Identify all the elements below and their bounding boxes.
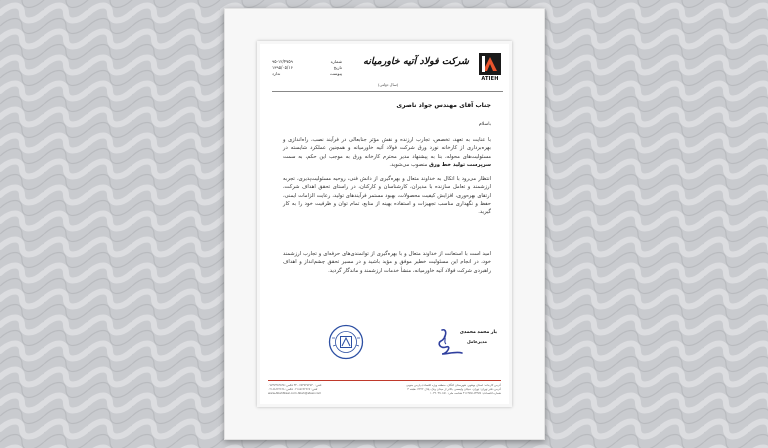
position-title: سرپرست تولید خط ورق	[429, 161, 491, 168]
signatory-title: مدیرعامل	[467, 339, 487, 344]
meta-attachment-row	[272, 71, 342, 77]
date-value: ۱۳۹۵/۰۵/۱۶	[272, 65, 293, 70]
letter-meta-block	[272, 59, 342, 77]
letter-document	[260, 44, 509, 404]
website-email: www.AtiehSteel.com Atieh@steel.com	[268, 391, 322, 396]
picture-frame	[224, 8, 545, 440]
atieh-logo-icon	[479, 53, 501, 75]
number-value: ۹۵-۱۲/۴۷۵۹	[272, 59, 293, 64]
greeting-text: باسلام	[478, 122, 491, 127]
logo-wordmark: ATIEH	[481, 76, 499, 82]
header-divider	[272, 91, 503, 92]
paragraph-1-end: منصوب می‌شوید.	[389, 161, 428, 168]
footer-divider	[268, 380, 501, 381]
number-label: شماره	[330, 59, 342, 64]
letter-footer	[268, 383, 501, 396]
company-name-heading: شرکت فولاد آتیه خاورمیانه	[363, 56, 469, 67]
date-label: تاریخ	[333, 65, 342, 70]
recipient-salutation: جناب آقای مهندس جواد ناصری	[396, 102, 491, 109]
footer-line-registration	[268, 391, 501, 395]
year-slogan: (سال دولتی)	[378, 82, 399, 87]
company-logo	[477, 53, 503, 84]
attachment-label: پیوست	[329, 71, 342, 76]
office-phone: تلفن: ۰۲۱۸۸۶۶۲۶۶۷ فکس: ۰۲۱۸۸۶۶۲۶۶۸	[268, 387, 318, 392]
body-paragraph-1	[283, 136, 491, 169]
attachment-value: ندارد	[272, 71, 281, 76]
registration-ids: شماره اقتصادی: ۴۱۱۳۵۷۱۸۳۳۷۵ شناسه ملی: ۱۰۳۲۰۳۹۰۸۷۱	[430, 391, 501, 396]
body-paragraph-3: امید است با استعانت از خداوند متعال و با بهره‌گیری از توانمندی‌های حرفه‌ای و تجارب ارزشمند خود، در انجام این مسئولیت خطیر موفق و مؤید باشید و در مسیر تحقق چشم‌انداز و اهداف راهبردی شرکت فولاد آتیه خاورمیانه، منشأ خدمات ارزشمند و ماندگار گردید.	[283, 251, 491, 274]
office-address: آدرس دفتر تهران: تهران، خیابان ولیعصر، بالاتر از میدان ونک، پلاک ۲۲۲۲، طبقه ۴	[407, 387, 501, 392]
signatory-name: یار محمد محمدی	[459, 330, 497, 335]
body-paragraph-2: انتظار می‌رود با اتکال به خداوند متعال و بهره‌گیری از دانش فنی، روحیه مسئولیت‌پذیری، تجربه ارزشمند و تعامل سازنده با مدیران، کارشناسان و کارکنان، در راستای تحقق اهداف شرکت، ارتقای بهره‌وری، افزایش کیفیت محصولات، بهبود مستمر فرآیندهای تولید، رعایت الزامات ایمنی، حفظ و نگهداری مناسب تجهیزات و استفاده بهینه از منابع، تمام توان و ظرفیت خود را به کار گیرید.	[283, 176, 491, 216]
factory-phone: تلفن: ۰۷۷۳۷۳۸۴۸۳۰-۳۴ فکس: ۰۷۷۳۷۳۸۴۸۳۵	[268, 383, 322, 387]
factory-address: آدرس کارخانه: استان بوشهر، شهرستان کنگان، منطقه ویژه اقتصادی پارس جنوبی	[406, 383, 501, 387]
paragraph-1-start: با عنایت به تعهد، تخصص، تجارب ارزنده و نقش مؤثر جنابعالی در فرآیند نصب، راه‌اندازی و بهره‌برداری از کارخانه نورد ورق شرکت فولاد آتیه خاورمیانه و همچنین عملکرد شایسته در مسئولیت‌های محوله، بنا به پیشنهاد مدیر محترم کارخانه ورق به موجب این حکم، به سمت	[283, 137, 491, 160]
company-seal-stamp-icon	[328, 324, 364, 360]
handwritten-signature-icon	[434, 327, 468, 357]
